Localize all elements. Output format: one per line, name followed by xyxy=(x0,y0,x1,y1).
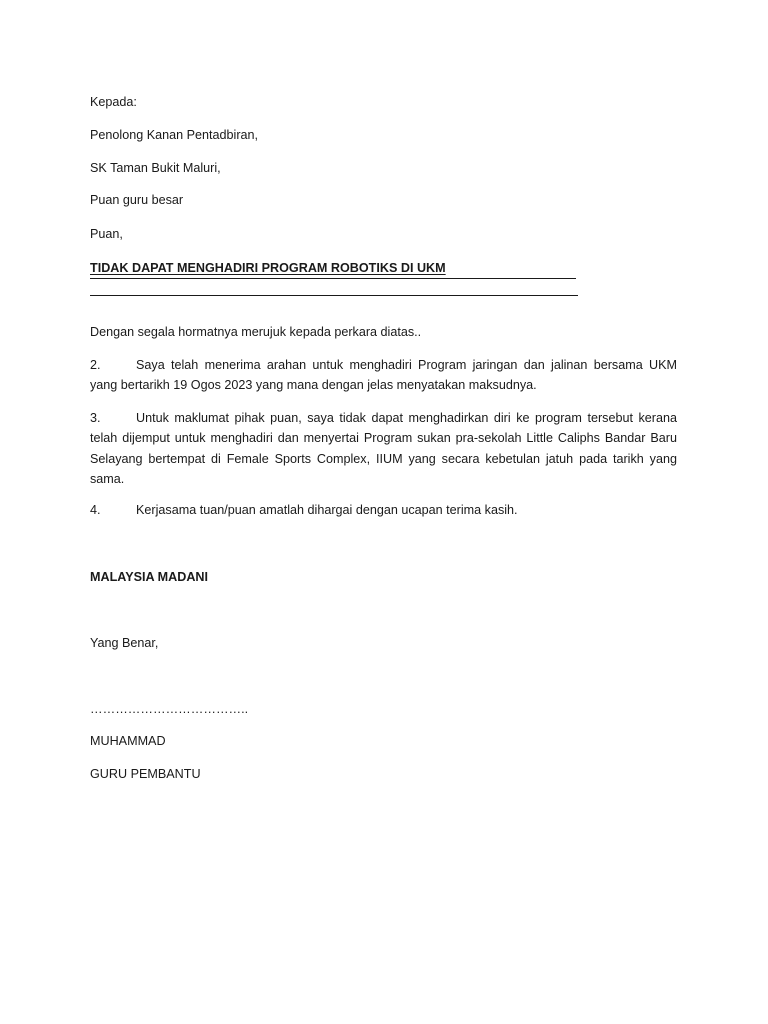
recipient-school: SK Taman Bukit Maluri, xyxy=(90,161,221,175)
signature-line: ……………………………….. xyxy=(90,702,249,716)
subject-rule xyxy=(90,295,578,296)
signer-name: MUHAMMAD xyxy=(90,734,166,748)
signer-title: GURU PEMBANTU xyxy=(90,767,201,781)
paragraph-4 xyxy=(90,500,677,520)
paragraph-text: Untuk maklumat pihak puan, saya tidak dapat menghadirkan diri ke program tersebut kerana telah dijemput untuk menghadiri dan menyertai Program sukan pra-sekolah Little Caliphs Bandar Baru Selayang bertempat di Female Sports Complex, IIUM yang secara kebetulan jatuh pada tarikh yang sama. xyxy=(90,411,677,487)
sign-off: Yang Benar, xyxy=(90,636,159,650)
paragraph-text: Kerjasama tuan/puan amatlah dihargai dengan ucapan terima kasih. xyxy=(136,503,518,517)
salutation: Puan, xyxy=(90,227,123,241)
recipient-position: Penolong Kanan Pentadbiran, xyxy=(90,128,259,142)
paragraph-number: 3. xyxy=(90,411,101,425)
paragraph-number: 2. xyxy=(90,358,101,372)
recipient-label: Kepada: xyxy=(90,95,137,109)
paragraph-2 xyxy=(90,355,677,396)
motto: MALAYSIA MADANI xyxy=(90,570,209,584)
paragraph-text: Saya telah menerima arahan untuk menghadiri Program jaringan dan jalinan bersama UKM yang bertarikh 19 Ogos 2023 yang mana dengan jelas menyatakan maksudnya. xyxy=(90,358,677,393)
subject-heading: TIDAK DAPAT MENGHADIRI PROGRAM ROBOTIKS DI UKM xyxy=(90,258,576,279)
opening-line: Dengan segala hormatnya merujuk kepada perkara diatas.. xyxy=(90,325,422,339)
paragraph-number: 4. xyxy=(90,503,101,517)
paragraph-3 xyxy=(90,408,677,490)
recipient-person: Puan guru besar xyxy=(90,193,184,207)
